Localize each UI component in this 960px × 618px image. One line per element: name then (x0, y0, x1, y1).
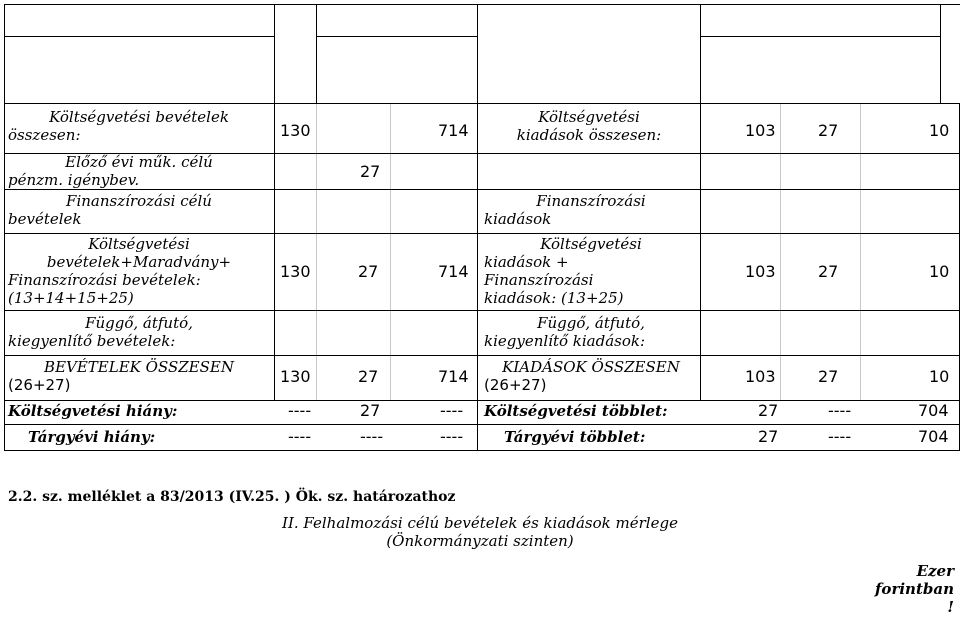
row1-left-value-3: 714 (438, 121, 469, 140)
row1-right-label: Költségvetési kiadások összesen: (516, 108, 662, 144)
col-divider (477, 103, 478, 451)
row-divider (4, 355, 960, 356)
budget-surplus-label: Költségvetési többlet: (484, 402, 668, 420)
budget-deficit-label: Költségvetési hiány: (8, 402, 178, 420)
row5-left-label: Függő, átfutó, kiegyenlítő bevételek: (8, 314, 193, 350)
row4-left-value-3: 714 (438, 262, 469, 281)
header-grid-line (4, 4, 5, 104)
row4-right-value-2: 27 (818, 262, 839, 281)
header-grid-line (316, 4, 317, 104)
header-grid-line (317, 36, 477, 37)
year-surplus-value-2: ---- (828, 427, 852, 446)
budget-deficit-value-1: ---- (288, 401, 312, 420)
table-border-top (4, 103, 960, 104)
row6-left-value-1: 130 (280, 367, 311, 386)
row3-left-label: Finanszírozási célú bevételek (8, 192, 212, 228)
document-title: II. Felhalmozási célú bevételek és kiadások mérlege (Önkormányzati szinten) (282, 514, 678, 550)
row2-left-label: Előző évi műk. célú pénzm. igénybev. (8, 153, 213, 189)
header-grid-line (274, 4, 275, 104)
row4-left-value-1: 130 (280, 262, 311, 281)
row3-right-label: Finanszírozási kiadások (484, 192, 646, 228)
row6-right-value-3: 10 (929, 367, 950, 386)
budget-surplus-value-3: 704 (918, 401, 949, 420)
budget-surplus-value-1: 27 (758, 401, 779, 420)
row1-left-value-1: 130 (280, 121, 311, 140)
row-divider (4, 424, 960, 425)
row-divider (4, 233, 960, 234)
row-divider (4, 310, 960, 311)
row4-right-value-3: 10 (929, 262, 950, 281)
year-deficit-value-1: ---- (288, 427, 312, 446)
row4-right-value-1: 103 (745, 262, 776, 281)
row6-left-value-3: 714 (438, 367, 469, 386)
table-border-left (4, 103, 5, 451)
row-divider (4, 189, 960, 190)
row-divider (4, 400, 960, 401)
row1-right-value-3: 10 (929, 121, 950, 140)
row5-right-label: Függő, átfutó, kiegyenlítő kiadások: (484, 314, 646, 350)
header-grid-line (940, 4, 941, 104)
budget-deficit-value-3: ---- (440, 401, 464, 420)
budget-deficit-value-2: 27 (360, 401, 381, 420)
row4-right-label: Költségvetési kiadások + Finanszírozási kiadások: (13+25) (484, 235, 642, 307)
header-grid-line (700, 4, 701, 104)
year-deficit-label: Tárgyévi hiány: (28, 428, 156, 446)
header-grid-line (701, 36, 941, 37)
row6-right-value-2: 27 (818, 367, 839, 386)
row6-right-value-1: 103 (745, 367, 776, 386)
year-surplus-value-3: 704 (918, 427, 949, 446)
year-surplus-value-1: 27 (758, 427, 779, 446)
header-grid-line (4, 4, 960, 5)
row1-left-label: Költségvetési bevételek összesen: (8, 108, 229, 144)
row4-left-label: Költségvetési bevételek+Maradvány+ Finanszírozási bevételek: (13+14+15+25) (8, 235, 232, 307)
row1-right-value-1: 103 (745, 121, 776, 140)
header-grid-line (4, 36, 274, 37)
row2-left-value-2: 27 (360, 162, 381, 181)
budget-surplus-value-2: ---- (828, 401, 852, 420)
header-grid-line (477, 4, 478, 104)
row6-right-label: KIADÁSOK ÖSSZESEN (26+27) (484, 358, 680, 394)
annex-reference: 2.2. sz. melléklet a 83/2013 (IV.25. ) Ök. sz. határozathoz (8, 489, 456, 505)
row6-left-label: BEVÉTELEK ÖSSZESEN (26+27) (8, 358, 234, 394)
year-deficit-value-3: ---- (440, 427, 464, 446)
year-deficit-value-2: ---- (360, 427, 384, 446)
table-border-bottom (4, 450, 960, 451)
currency-unit: Ezer forintban ! (874, 562, 954, 616)
year-surplus-label: Tárgyévi többlet: (504, 428, 646, 446)
row1-right-value-2: 27 (818, 121, 839, 140)
row4-left-value-2: 27 (358, 262, 379, 281)
row6-left-value-2: 27 (358, 367, 379, 386)
